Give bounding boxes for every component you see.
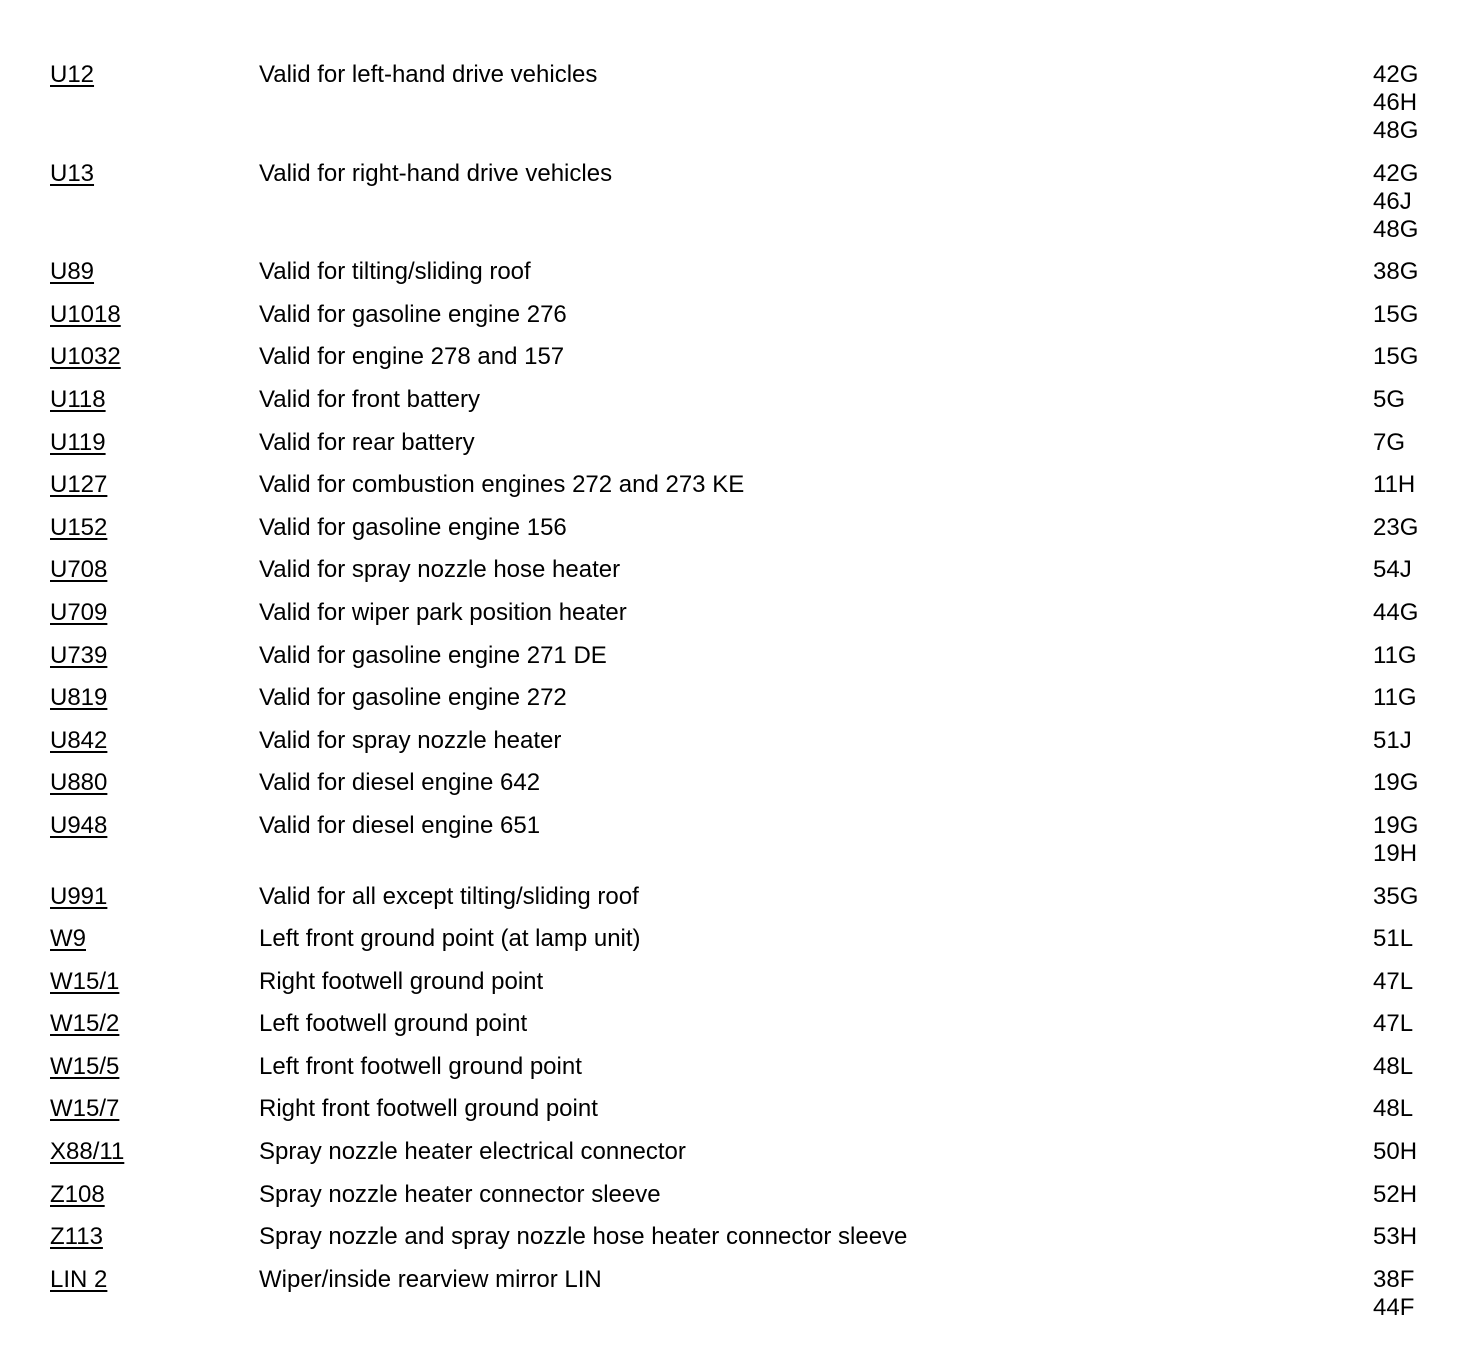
component-description: Left footwell ground point xyxy=(259,1010,528,1038)
component-code-link[interactable]: U819 xyxy=(50,684,108,712)
grid-reference: 42G xyxy=(1373,159,1419,187)
component-description: Valid for diesel engine 642 xyxy=(259,769,541,797)
grid-reference: 54J xyxy=(1373,556,1412,584)
component-description: Valid for spray nozzle hose heater xyxy=(259,556,621,584)
component-code-link[interactable]: U118 xyxy=(50,385,106,413)
component-code-link[interactable]: U13 xyxy=(50,159,95,187)
grid-reference: 48G xyxy=(1373,215,1419,243)
component-description: Valid for diesel engine 651 xyxy=(259,811,541,839)
component-description: Spray nozzle heater electrical connector xyxy=(259,1138,686,1166)
grid-reference: 52H xyxy=(1373,1180,1418,1208)
legend-row xyxy=(0,925,1472,953)
component-code-link[interactable]: U127 xyxy=(50,471,108,499)
component-code-link[interactable]: U709 xyxy=(50,598,108,626)
component-description: Spray nozzle heater connector sleeve xyxy=(259,1180,661,1208)
grid-reference: 48L xyxy=(1373,1052,1414,1080)
component-code-link[interactable]: U152 xyxy=(50,513,108,541)
grid-references xyxy=(1373,1223,1463,1251)
component-code-link[interactable]: U89 xyxy=(50,258,95,286)
grid-reference: 47L xyxy=(1373,1010,1414,1038)
grid-reference: 44G xyxy=(1373,598,1419,626)
legend-table xyxy=(0,61,1472,1336)
grid-references xyxy=(1373,1010,1463,1038)
grid-reference: 46H xyxy=(1373,89,1418,116)
grid-references xyxy=(1373,160,1463,244)
legend-row xyxy=(0,642,1472,670)
grid-reference: 5G xyxy=(1373,385,1406,413)
component-code-link[interactable]: U880 xyxy=(50,769,108,797)
grid-reference: 48L xyxy=(1373,1095,1414,1123)
component-code-link[interactable]: U119 xyxy=(50,428,106,456)
grid-reference: 50H xyxy=(1373,1138,1418,1166)
grid-references xyxy=(1373,1266,1463,1322)
component-description: Right front footwell ground point xyxy=(259,1095,598,1123)
component-description: Valid for engine 278 and 157 xyxy=(259,343,565,371)
component-code-link[interactable]: W15/7 xyxy=(50,1095,120,1123)
grid-reference: 44F xyxy=(1373,1293,1415,1321)
component-description: Valid for tilting/sliding roof xyxy=(259,258,531,286)
component-description: Wiper/inside rearview mirror LIN xyxy=(259,1265,602,1293)
component-code-link[interactable]: U708 xyxy=(50,556,108,584)
component-description: Valid for rear battery xyxy=(259,428,475,456)
grid-reference: 19G xyxy=(1373,811,1419,839)
component-description: Valid for gasoline engine 276 xyxy=(259,300,567,328)
legend-row xyxy=(0,769,1472,797)
component-code-link[interactable]: LIN 2 xyxy=(50,1265,108,1293)
grid-reference: 7G xyxy=(1373,428,1406,456)
grid-references xyxy=(1373,258,1463,286)
component-description: Left front ground point (at lamp unit) xyxy=(259,925,641,953)
legend-row xyxy=(0,429,1472,457)
grid-reference: 48G xyxy=(1373,117,1419,144)
component-description: Valid for gasoline engine 271 DE xyxy=(259,641,607,669)
legend-row xyxy=(0,727,1472,755)
grid-reference: 38G xyxy=(1373,258,1419,286)
component-code-link[interactable]: W9 xyxy=(50,925,86,953)
grid-references xyxy=(1373,343,1463,371)
grid-reference: 53H xyxy=(1373,1223,1418,1251)
grid-references xyxy=(1373,1095,1463,1123)
component-code-link[interactable]: Z108 xyxy=(50,1180,105,1208)
grid-references xyxy=(1373,684,1463,712)
grid-references xyxy=(1373,968,1463,996)
legend-row xyxy=(0,386,1472,414)
legend-row xyxy=(0,1181,1472,1209)
grid-reference: 19G xyxy=(1373,769,1419,797)
grid-references xyxy=(1373,429,1463,457)
component-code-link[interactable]: U12 xyxy=(50,61,95,88)
component-code-link[interactable]: U991 xyxy=(50,882,108,910)
grid-reference: 47L xyxy=(1373,967,1414,995)
legend-row xyxy=(0,301,1472,329)
component-description: Valid for gasoline engine 272 xyxy=(259,684,567,712)
component-description: Valid for wiper park position heater xyxy=(259,598,627,626)
grid-reference: 15G xyxy=(1373,343,1419,371)
grid-references xyxy=(1373,301,1463,329)
component-description: Right footwell ground point xyxy=(259,967,544,995)
legend-row xyxy=(0,556,1472,584)
grid-references xyxy=(1373,514,1463,542)
legend-row xyxy=(0,1138,1472,1166)
legend-row xyxy=(0,1010,1472,1038)
grid-reference: 42G xyxy=(1373,61,1419,88)
component-code-link[interactable]: U948 xyxy=(50,811,108,839)
legend-row xyxy=(0,258,1472,286)
component-code-link[interactable]: W15/5 xyxy=(50,1052,120,1080)
component-code-link[interactable]: U739 xyxy=(50,641,108,669)
legend-row xyxy=(0,514,1472,542)
component-code-link[interactable]: W15/2 xyxy=(50,1010,120,1038)
grid-reference: 46J xyxy=(1373,187,1412,215)
grid-reference: 51J xyxy=(1373,726,1412,754)
grid-reference: 11G xyxy=(1373,684,1417,712)
component-description: Valid for left-hand drive vehicles xyxy=(259,61,598,88)
legend-row xyxy=(0,684,1472,712)
grid-reference: 38F xyxy=(1373,1265,1415,1293)
grid-references xyxy=(1373,599,1463,627)
component-code-link[interactable]: U842 xyxy=(50,726,108,754)
grid-references xyxy=(1373,1138,1463,1166)
legend-row xyxy=(0,343,1472,371)
grid-references xyxy=(1373,812,1463,868)
grid-reference: 23G xyxy=(1373,513,1419,541)
legend-row xyxy=(0,968,1472,996)
component-code-link[interactable]: U1018 xyxy=(50,300,121,328)
legend-row xyxy=(0,1053,1472,1081)
component-description: Valid for combustion engines 272 and 273 KE xyxy=(259,471,745,499)
grid-references xyxy=(1373,1181,1463,1209)
legend-row xyxy=(0,1266,1472,1322)
grid-references xyxy=(1373,61,1463,145)
grid-references xyxy=(1373,386,1463,414)
component-code-link[interactable]: X88/11 xyxy=(50,1138,125,1166)
legend-row xyxy=(0,599,1472,627)
component-description: Spray nozzle and spray nozzle hose heater connector sleeve xyxy=(259,1223,908,1251)
grid-references xyxy=(1373,925,1463,953)
grid-references xyxy=(1373,642,1463,670)
legend-row xyxy=(0,61,1472,145)
legend-row xyxy=(0,1223,1472,1251)
grid-reference: 11G xyxy=(1373,641,1417,669)
grid-references xyxy=(1373,769,1463,797)
component-description: Valid for front battery xyxy=(259,385,480,413)
component-code-link[interactable]: U1032 xyxy=(50,343,121,371)
legend-row xyxy=(0,1095,1472,1123)
component-description: Valid for right-hand drive vehicles xyxy=(259,159,613,187)
grid-references xyxy=(1373,1053,1463,1081)
legend-row xyxy=(0,160,1472,244)
legend-row xyxy=(0,812,1472,868)
grid-references xyxy=(1373,471,1463,499)
component-description: Left front footwell ground point xyxy=(259,1052,582,1080)
component-description: Valid for gasoline engine 156 xyxy=(259,513,567,541)
grid-references xyxy=(1373,727,1463,755)
grid-reference: 51L xyxy=(1373,925,1414,953)
grid-reference: 11H xyxy=(1373,471,1416,499)
grid-references xyxy=(1373,556,1463,584)
grid-reference: 19H xyxy=(1373,839,1418,867)
component-description: Valid for all except tilting/sliding roof xyxy=(259,882,639,910)
grid-reference: 15G xyxy=(1373,300,1419,328)
component-description: Valid for spray nozzle heater xyxy=(259,726,562,754)
component-code-link[interactable]: Z113 xyxy=(50,1223,103,1251)
grid-references xyxy=(1373,883,1463,911)
component-code-link[interactable]: W15/1 xyxy=(50,967,120,995)
legend-row xyxy=(0,471,1472,499)
legend-row xyxy=(0,883,1472,911)
grid-reference: 35G xyxy=(1373,882,1419,910)
